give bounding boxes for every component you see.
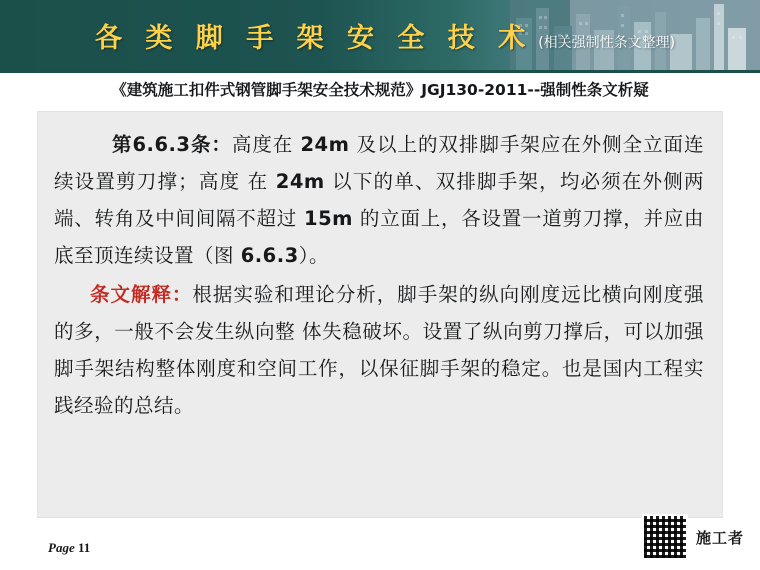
header-divider — [0, 70, 760, 73]
clause-figure-number: 6.6.3 — [240, 244, 299, 267]
page-label-text: Page — [48, 540, 78, 555]
qr-block — [642, 514, 744, 560]
clause-text-4: 的立面上，各设置一道剪刀撑，并应由底至顶连续设置（图 — [54, 207, 705, 267]
page-number: 11 — [77, 540, 91, 555]
clause-value-3: 15m — [304, 207, 353, 230]
explanation-paragraph — [54, 276, 704, 424]
clause-text-2: 及以上的双排脚手架应在外侧全立面连续设置剪刀撑；高度 在 — [54, 133, 704, 193]
clause-text-3: 以下的单、双排脚手架，均必须在外侧两端、转角及中间间隔不超过 — [54, 170, 705, 230]
header-main-title: 各 类 脚 手 架 安 全 技 术 — [95, 23, 533, 54]
clause-paragraph — [54, 126, 704, 274]
page-label — [48, 540, 90, 556]
clause-text-1: 高度在 — [231, 133, 301, 156]
qr-caption: 施工者 — [695, 528, 744, 547]
content-panel — [38, 112, 722, 517]
header-title-row — [95, 16, 675, 55]
explanation-text: 根据实验和理论分析，脚手架的纵向刚度远比横向刚度强的多，一般不会发生纵向整 体失稳破坏。设置了纵向剪刀撑后，可以加强脚手架结构整体刚度和空间工作，以保征脚手架的稳定。也是国内工程实践经验的总结。 — [54, 283, 704, 417]
qr-code-icon — [642, 514, 688, 560]
explanation-label: 条文解释： — [90, 283, 193, 306]
standard-reference-line: 《建筑施工扣件式钢管脚手架安全技术规范》JGJ130-2011--强制性条文析疑 — [111, 81, 649, 99]
header-sub-title: (相关强制性条文整理) — [538, 35, 676, 51]
header-banner — [0, 0, 760, 70]
clause-value-1: 24m — [300, 133, 350, 156]
clause-value-2: 24m — [275, 170, 325, 193]
clause-text-5: ）。 — [298, 244, 329, 267]
clause-number: 第6.6.3条： — [112, 133, 232, 156]
